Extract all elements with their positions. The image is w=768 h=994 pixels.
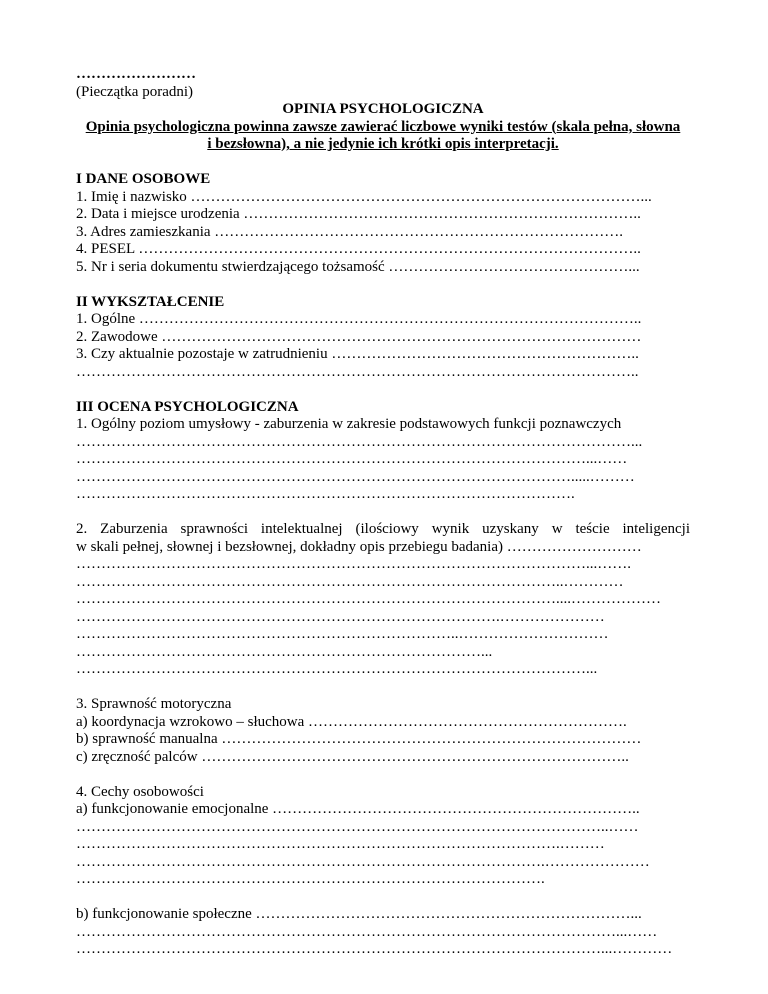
form-line-coordination: a) koordynacja wzrokowo – słuchowa ……………………………………………………….	[76, 713, 627, 730]
form-line-manual-skill: b) sprawność manualna …………………………………………………………………………	[76, 731, 642, 747]
item-2-blank: ……………………………………………………………………………………....………………	[76, 591, 661, 607]
item-2-blank: …………………………………………………………………………………………...…….	[76, 556, 631, 572]
item-2-blank: ………………………………………………………………………...	[76, 643, 493, 660]
document-page	[76, 66, 690, 959]
section-heading-personal-data: I DANE OSOBOWE	[76, 171, 211, 187]
item-2-blank: …………………………………………………………………..…………………………	[76, 626, 609, 642]
item-4b-blank: ……………………………………………………………………………………………...…………	[76, 941, 673, 957]
item-2-blank: …………………………………………………………………………………………...	[76, 661, 598, 677]
form-line-blank: …………………………………………………………………………………………………..	[76, 363, 639, 380]
item-2-blank: ……………………………………………………………………………………..…………	[76, 573, 624, 590]
item-4-label: 4. Cechy osobowości	[76, 783, 204, 800]
item-1-blank: ……………………………………………………………………………………….....………	[76, 468, 635, 485]
form-line-pesel: 4. PESEL ………………………………………………………………………………………..	[76, 241, 641, 257]
form-line-address: 3. Adres zamieszkania ……………………………………………………………………….	[76, 223, 624, 240]
form-line-finger-dexterity: c) zręczność palców …………………………………………………………………………..	[76, 748, 629, 765]
item-2-blank: ………………………………………………………………………….…………………	[76, 608, 605, 625]
stamp-dots: ……………………	[76, 66, 196, 82]
section-heading-psych-assessment: III OCENA PSYCHOLOGICZNA	[76, 398, 299, 415]
form-line-employment: 3. Czy aktualnie pozostaje w zatrudnieniu ……………………………………………………..	[76, 346, 639, 362]
form-line-birth: 2. Data i miejsce urodzenia ……………………………………………………………………..	[76, 206, 641, 222]
item-4a-blank: ………………………………………………………………………………….	[76, 871, 545, 887]
item-2-label-line-1: 2. Zaburzenia sprawności intelektualnej (ilościowy wynik uzyskany w teście inteligencji	[76, 521, 690, 537]
item-4b-blank: ………………………………………………………………………………………………...……	[76, 923, 658, 940]
form-line-emotional: a) funkcjonowanie emocjonalne ………………………………………………………………..	[76, 801, 640, 817]
form-line-general: 1. Ogólne ………………………………………………………………………………………..	[76, 311, 642, 327]
item-1-blank: …………………………………………………………………………………………………...	[76, 433, 643, 450]
document-title: OPINIA PSYCHOLOGICZNA	[282, 101, 484, 117]
item-1-label: 1. Ogólny poziom umysłowy - zaburzenia w zakresie podstawowych funkcji poznawczych	[76, 416, 622, 432]
item-1-blank: …………………………………………………………………………………………...……	[76, 451, 628, 467]
item-2-label-line-2: w skali pełnej, słownej i bezsłownej, dokładny opis przebiegu badania) ………………………	[76, 538, 642, 555]
form-line-vocational: 2. Zawodowe ……………………………………………………………………………………	[76, 328, 642, 345]
item-4a-blank: ………………………………………………………………………………….…………………	[76, 853, 650, 870]
notice-line-1: Opinia psychologiczna powinna zawsze zawierać liczbowe wyniki testów (skala pełna, słowna	[85, 118, 681, 135]
notice-line-2: i bezsłowna), a nie jedynie ich krótki opis interpretacji.	[207, 136, 559, 152]
item-1-blank: ……………………………………………………………………………………….	[76, 486, 575, 502]
item-4a-blank: ……………………………………………………………………………………………..……	[76, 818, 639, 835]
form-line-name: 1. Imię i nazwisko ………………………………………………………………………………...	[76, 188, 652, 205]
section-heading-education: II WYKSZTAŁCENIE	[76, 293, 225, 310]
form-line-social: b) funkcjonowanie społeczne …………………………………………………………………...	[76, 906, 642, 922]
stamp-label: (Pieczątka poradni)	[76, 83, 194, 100]
form-line-id-document: 5. Nr i seria dokumentu stwierdzającego tożsamość …………………………………………...	[76, 258, 640, 275]
item-3-label: 3. Sprawność motoryczna	[76, 696, 232, 712]
item-4a-blank: …………………………………………………………………………………….………	[76, 836, 605, 852]
